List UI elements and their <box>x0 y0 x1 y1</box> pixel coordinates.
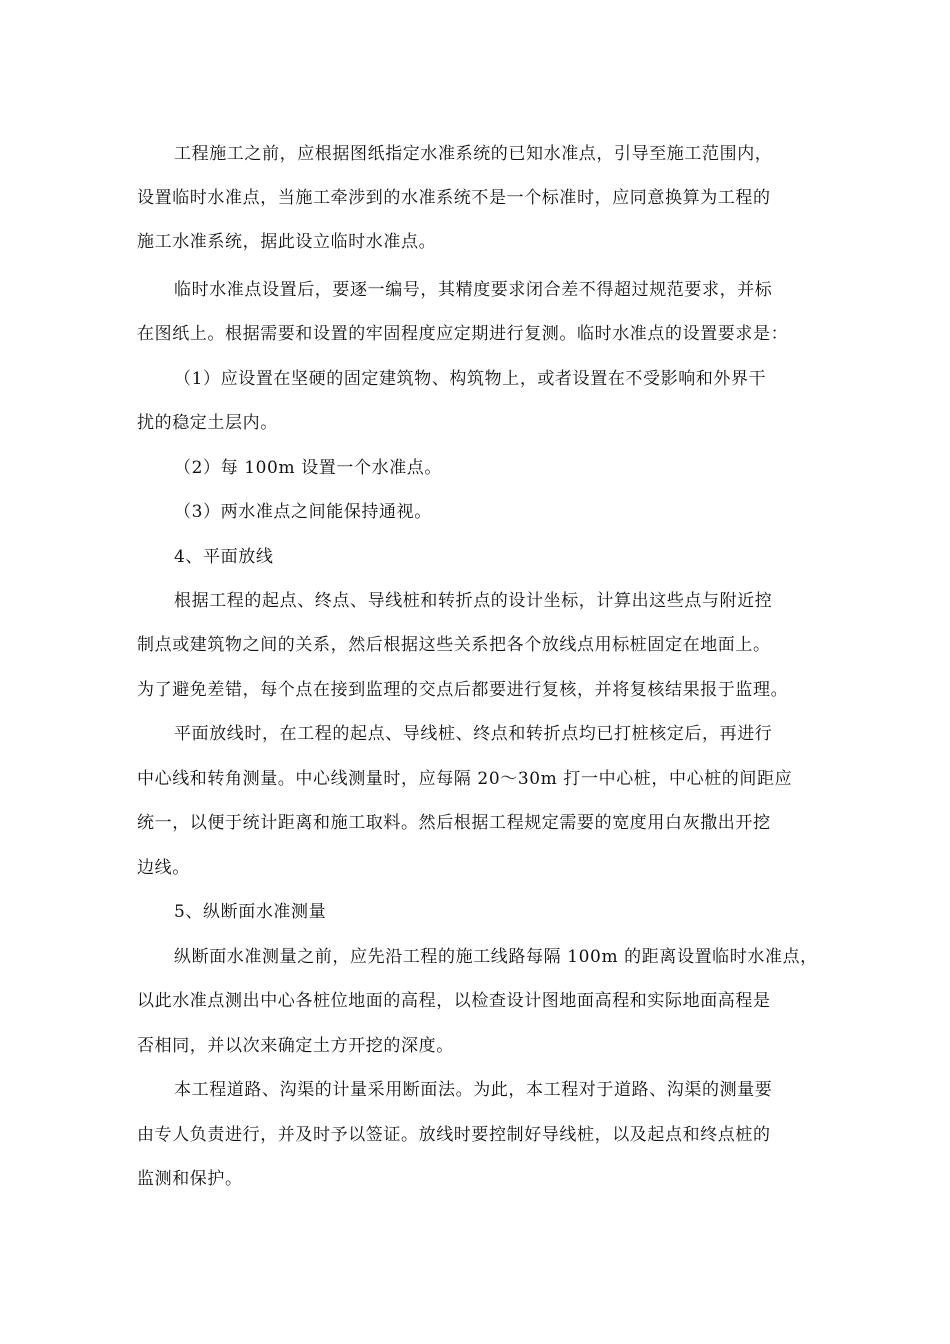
paragraph-2-line-1: 临时水准点设置后，要逐一编号，其精度要求闭合差不得超过规范要求，并标 <box>174 280 773 300</box>
paragraph-7-line-3: 为了避免差错，每个点在接到监理的交点后都要进行复核，并将复核结果报于监理。 <box>137 680 789 700</box>
section-heading-4: 4、平面放线 <box>174 547 274 567</box>
paragraph-2-line-2: 在图纸上。根据需要和设置的牢固程度应定期进行复测。临时水准点的设置要求是： <box>137 324 789 344</box>
paragraph-11-line-3: 监测和保护。 <box>137 1169 243 1189</box>
paragraph-8-line-3: 统一，以便于统计距离和施工取料。然后根据工程规定需要的宽度用白灰撒出开挖 <box>137 813 771 833</box>
paragraph-1-line-1: 工程施工之前，应根据图纸指定水准系统的已知水准点，引导至施工范围内， <box>174 144 773 164</box>
paragraph-1-line-3: 施工水准系统，据此设立临时水准点。 <box>137 232 437 252</box>
paragraph-11-line-2: 由专人负责进行，并及时予以签证。放线时要控制好导线桩，以及起点和终点桩的 <box>137 1125 771 1145</box>
paragraph-7-line-1: 根据工程的起点、终点、导线桩和转折点的设计坐标，计算出这些点与附近控 <box>174 591 773 611</box>
paragraph-5-line-1: （3）两水准点之间能保持通视。 <box>174 502 432 522</box>
paragraph-7-line-2: 制点或建筑物之间的关系，然后根据这些关系把各个放线点用标桩固定在地面上。 <box>137 635 771 655</box>
paragraph-10-line-1: 纵断面水准测量之前，应先沿工程的施工线路每隔 100m 的距离设置临时水准点， <box>174 947 818 967</box>
paragraph-8-line-1: 平面放线时，在工程的起点、导线桩、终点和转折点均已打桩核定后，再进行 <box>174 724 773 744</box>
paragraph-4-line-1: （2）每 100m 设置一个水准点。 <box>174 458 442 478</box>
paragraph-1-line-2: 设置临时水准点，当施工牵涉到的水准系统不是一个标准时，应同意换算为工程的 <box>137 188 771 208</box>
paragraph-11-line-1: 本工程道路、沟渠的计量采用断面法。为此，本工程对于道路、沟渠的测量要 <box>174 1080 773 1100</box>
paragraph-8-line-2: 中心线和转角测量。中心线测量时，应每隔 20～30m 打一中心桩，中心桩的间距应 <box>137 769 793 789</box>
paragraph-10-line-3: 否相同，并以次来确定土方开挖的深度。 <box>137 1036 454 1056</box>
paragraph-10-line-2: 以此水准点测出中心各桩位地面的高程，以检查设计图地面高程和实际地面高程是 <box>137 991 771 1011</box>
paragraph-3-line-2: 扰的稳定土层内。 <box>137 413 278 433</box>
paragraph-8-line-4: 边线。 <box>137 858 190 878</box>
section-heading-5: 5、纵断面水准测量 <box>174 902 327 922</box>
paragraph-3-line-1: （1）应设置在坚硬的固定建筑物、构筑物上，或者设置在不受影响和外界干 <box>174 369 767 389</box>
